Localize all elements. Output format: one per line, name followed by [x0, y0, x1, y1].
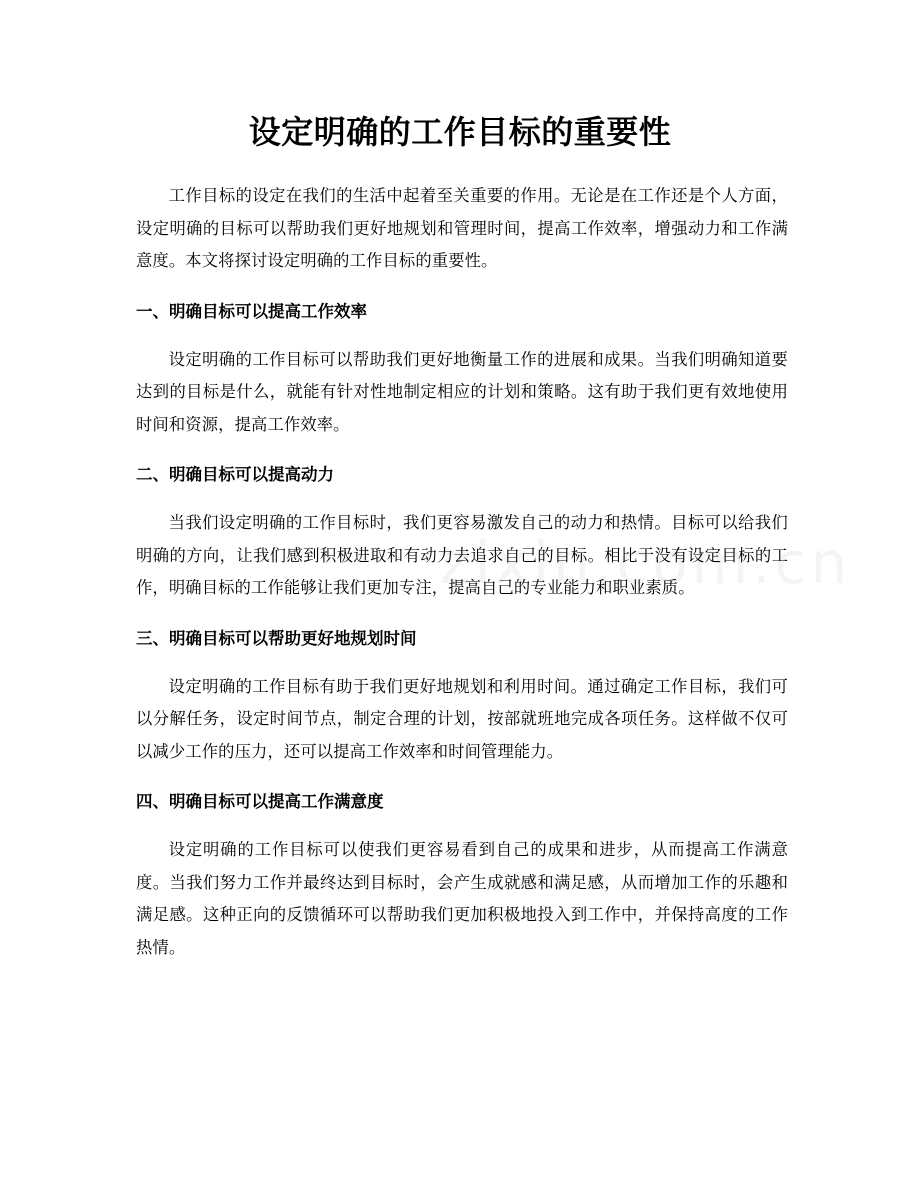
intro-paragraph: 工作目标的设定在我们的生活中起着至关重要的作用。无论是在工作还是个人方面，设定明确的目标可以帮助我们更好地规划和管理时间，提高工作效率，增强动力和工作满意度。本文将探讨设定明确的工作目标的重要性。 [136, 186, 788, 270]
section-paragraph-2: 当我们设定明确的工作目标时，我们更容易激发自己的动力和热情。目标可以给我们明确的方向，让我们感到积极进取和有动力去追求自己的目标。相比于没有设定目标的工作，明确目标的工作能够让我们更加专注，提高自己的专业能力和职业素质。 [136, 513, 788, 597]
section-heading-2: 二、明确目标可以提高动力 [136, 465, 334, 484]
section-paragraph-3: 设定明确的工作目标有助于我们更好地规划和利用时间。通过确定工作目标，我们可以分解任务，设定时间节点，制定合理的计划，按部就班地完成各项任务。这样做不仅可以减少工作的压力，还可以提高工作效率和时间管理能力。 [136, 676, 788, 761]
section-heading-3: 三、明确目标可以帮助更好地规划时间 [136, 628, 417, 648]
document-title: 设定明确的工作目标的重要性 [248, 113, 672, 151]
section-paragraph-4: 设定明确的工作目标可以使我们更容易看到自己的成果和进步，从而提高工作满意度。当我们努力工作并最终达到目标时，会产生成就感和满足感，从而增加工作的乐趣和满足感。这种正向的反馈循环可以帮助我们更加积极地投入到工作中，并保持高度的工作热情。 [136, 840, 788, 957]
section-heading-4: 四、明确目标可以提高工作满意度 [136, 792, 384, 811]
section-heading-1: 一、明确目标可以提高工作效率 [136, 301, 367, 321]
section-paragraph-1: 设定明确的工作目标可以帮助我们更好地衡量工作的进展和成果。当我们明确知道要达到的目标是什么，就能有针对性地制定相应的计划和策略。这有助于我们更有效地使用时间和资源，提高工作效率。 [136, 349, 788, 434]
document-body [136, 180, 788, 964]
